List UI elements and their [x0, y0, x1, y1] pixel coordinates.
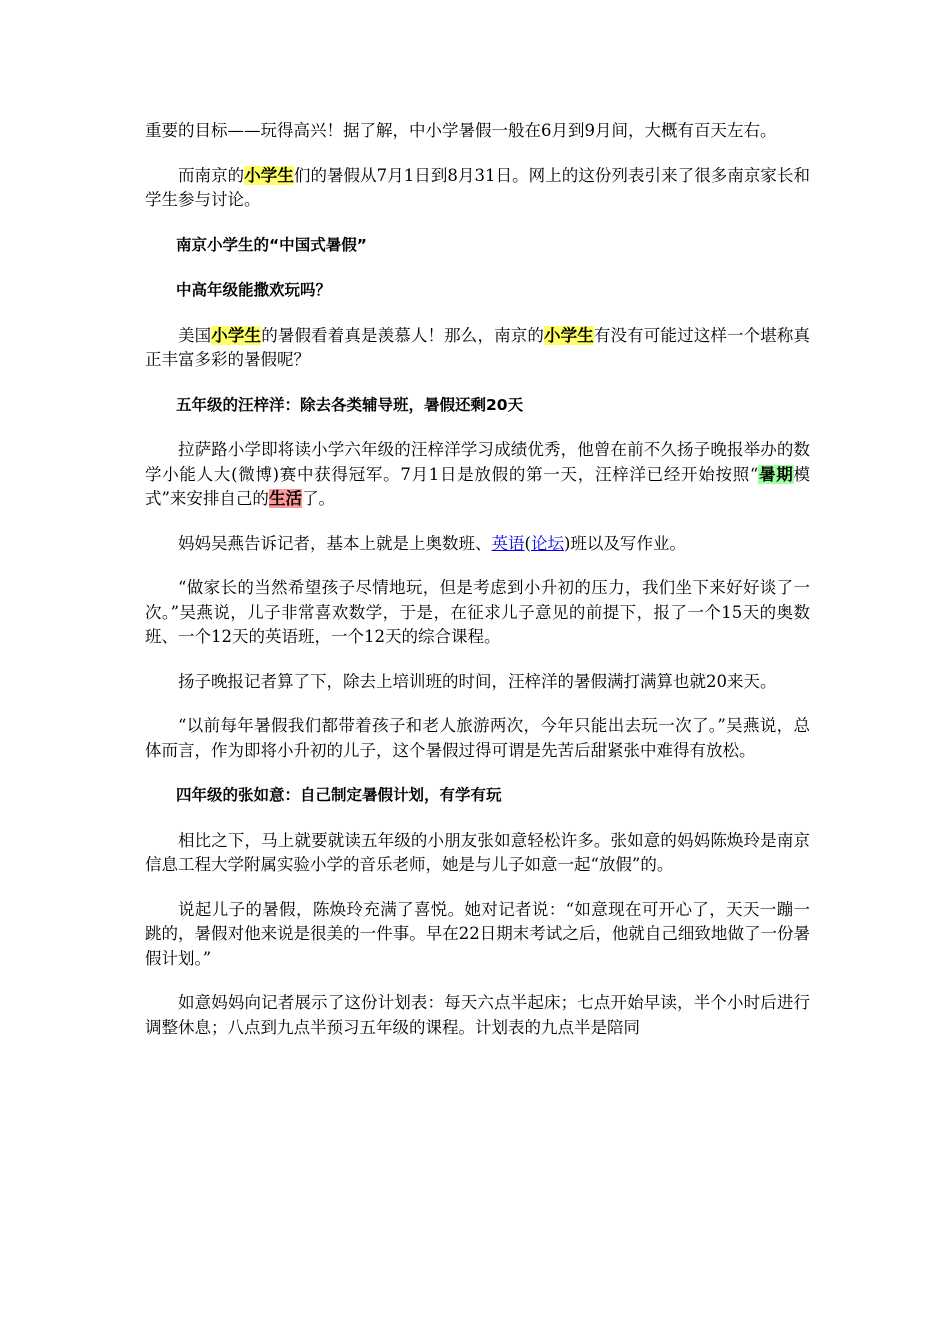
- text-run: )班以及写作业。: [563, 533, 686, 553]
- text-run: 妈妈吴燕告诉记者，基本上就是上奥数班、: [178, 533, 492, 553]
- section-heading-3: 五年级的汪梓洋：除去各类辅导班，暑假还剩20天: [176, 395, 524, 414]
- highlight-keyword: 小学生: [211, 325, 262, 345]
- paragraph-3: [145, 324, 810, 373]
- highlight-keyword: 小学生: [244, 165, 294, 185]
- highlight-keyword: 生活: [268, 489, 302, 508]
- paragraph-1: 重要的目标——玩得高兴！据了解，中小学暑假一般在6月到9月间，大概有百天左右。: [145, 121, 777, 140]
- paragraph-6: “做家长的当然希望孩子尽情地玩，但是考虑到小升初的压力，我们坐下来好好谈了一次。”吴燕说，儿子非常喜欢数学，于是，在征求儿子意见的前提下，报了一个15天的奥数班、一个12天的英语班，一个12天的综合课程。: [145, 578, 810, 646]
- text-run: (: [524, 533, 531, 553]
- text-run: 美国: [178, 325, 212, 345]
- section-heading-1: 南京小学生的“中国式暑假”: [176, 235, 367, 254]
- paragraph-2: [145, 164, 810, 213]
- text-run: 们的暑假从7月1日到8月31日。网上的这份列表引来了很多南京家长和学生参与讨论。: [145, 165, 811, 209]
- link-english[interactable]: 英语: [491, 533, 525, 553]
- text-run: 而南京的: [178, 165, 245, 185]
- section-heading-2: 中高年级能撒欢玩吗？: [176, 281, 332, 299]
- document-page: [145, 119, 810, 1060]
- paragraph-10: 说起儿子的暑假，陈焕玲充满了喜悦。她对记者说：“如意现在可开心了，天天一蹦一跳的，暑假对他来说是很美的一件事。早在22日期末考试之后，他就自己细致地做了一份暑假计划。”: [145, 899, 810, 968]
- paragraph-5: [145, 532, 810, 557]
- text-run: 有没有可能过这样一个堪称真正丰富多彩的暑假呢？: [145, 325, 811, 369]
- section-heading-4: 四年级的张如意：自己制定暑假计划，有学有玩: [176, 786, 502, 804]
- highlight-keyword: 小学生: [544, 325, 594, 345]
- paragraph-8: “以前每年暑假我们都带着孩子和老人旅游两次，今年只能出去玩一次了。”吴燕说，总体而言，作为即将小升初的儿子，这个暑假过得可谓是先苦后甜紧张中难得有放松。: [145, 716, 810, 760]
- text-run: 了。: [301, 489, 335, 508]
- paragraph-4: [145, 438, 810, 512]
- link-forum[interactable]: 论坛: [530, 533, 564, 553]
- paragraph-7: 扬子晚报记者算了下，除去上培训班的时间，汪梓洋的暑假满打满算也就20来天。: [178, 671, 777, 691]
- text-run: 拉萨路小学即将读小学六年级的汪梓洋学习成绩优秀，他曾在前不久扬子晚报举办的数学小能人大(微博)赛中获得冠军。7月1日是放假的第一天，汪梓洋已经开始按照“: [145, 440, 810, 484]
- text-run: 模式”来安排自己的: [145, 464, 810, 508]
- text-run: 的暑假看着真是羡慕人！那么，南京的: [261, 325, 544, 345]
- highlight-keyword: 暑期: [758, 464, 794, 484]
- paragraph-11: 如意妈妈向记者展示了这份计划表：每天六点半起床；七点开始早读，半个小时后进行调整休息；八点到九点半预习五年级的课程。计划表的九点半是陪同: [145, 993, 810, 1037]
- paragraph-9: 相比之下，马上就要就读五年级的小朋友张如意轻松许多。张如意的妈妈陈焕玲是南京信息工程大学附属实验小学的音乐老师，她是与儿子如意一起“放假”的。: [145, 830, 810, 874]
